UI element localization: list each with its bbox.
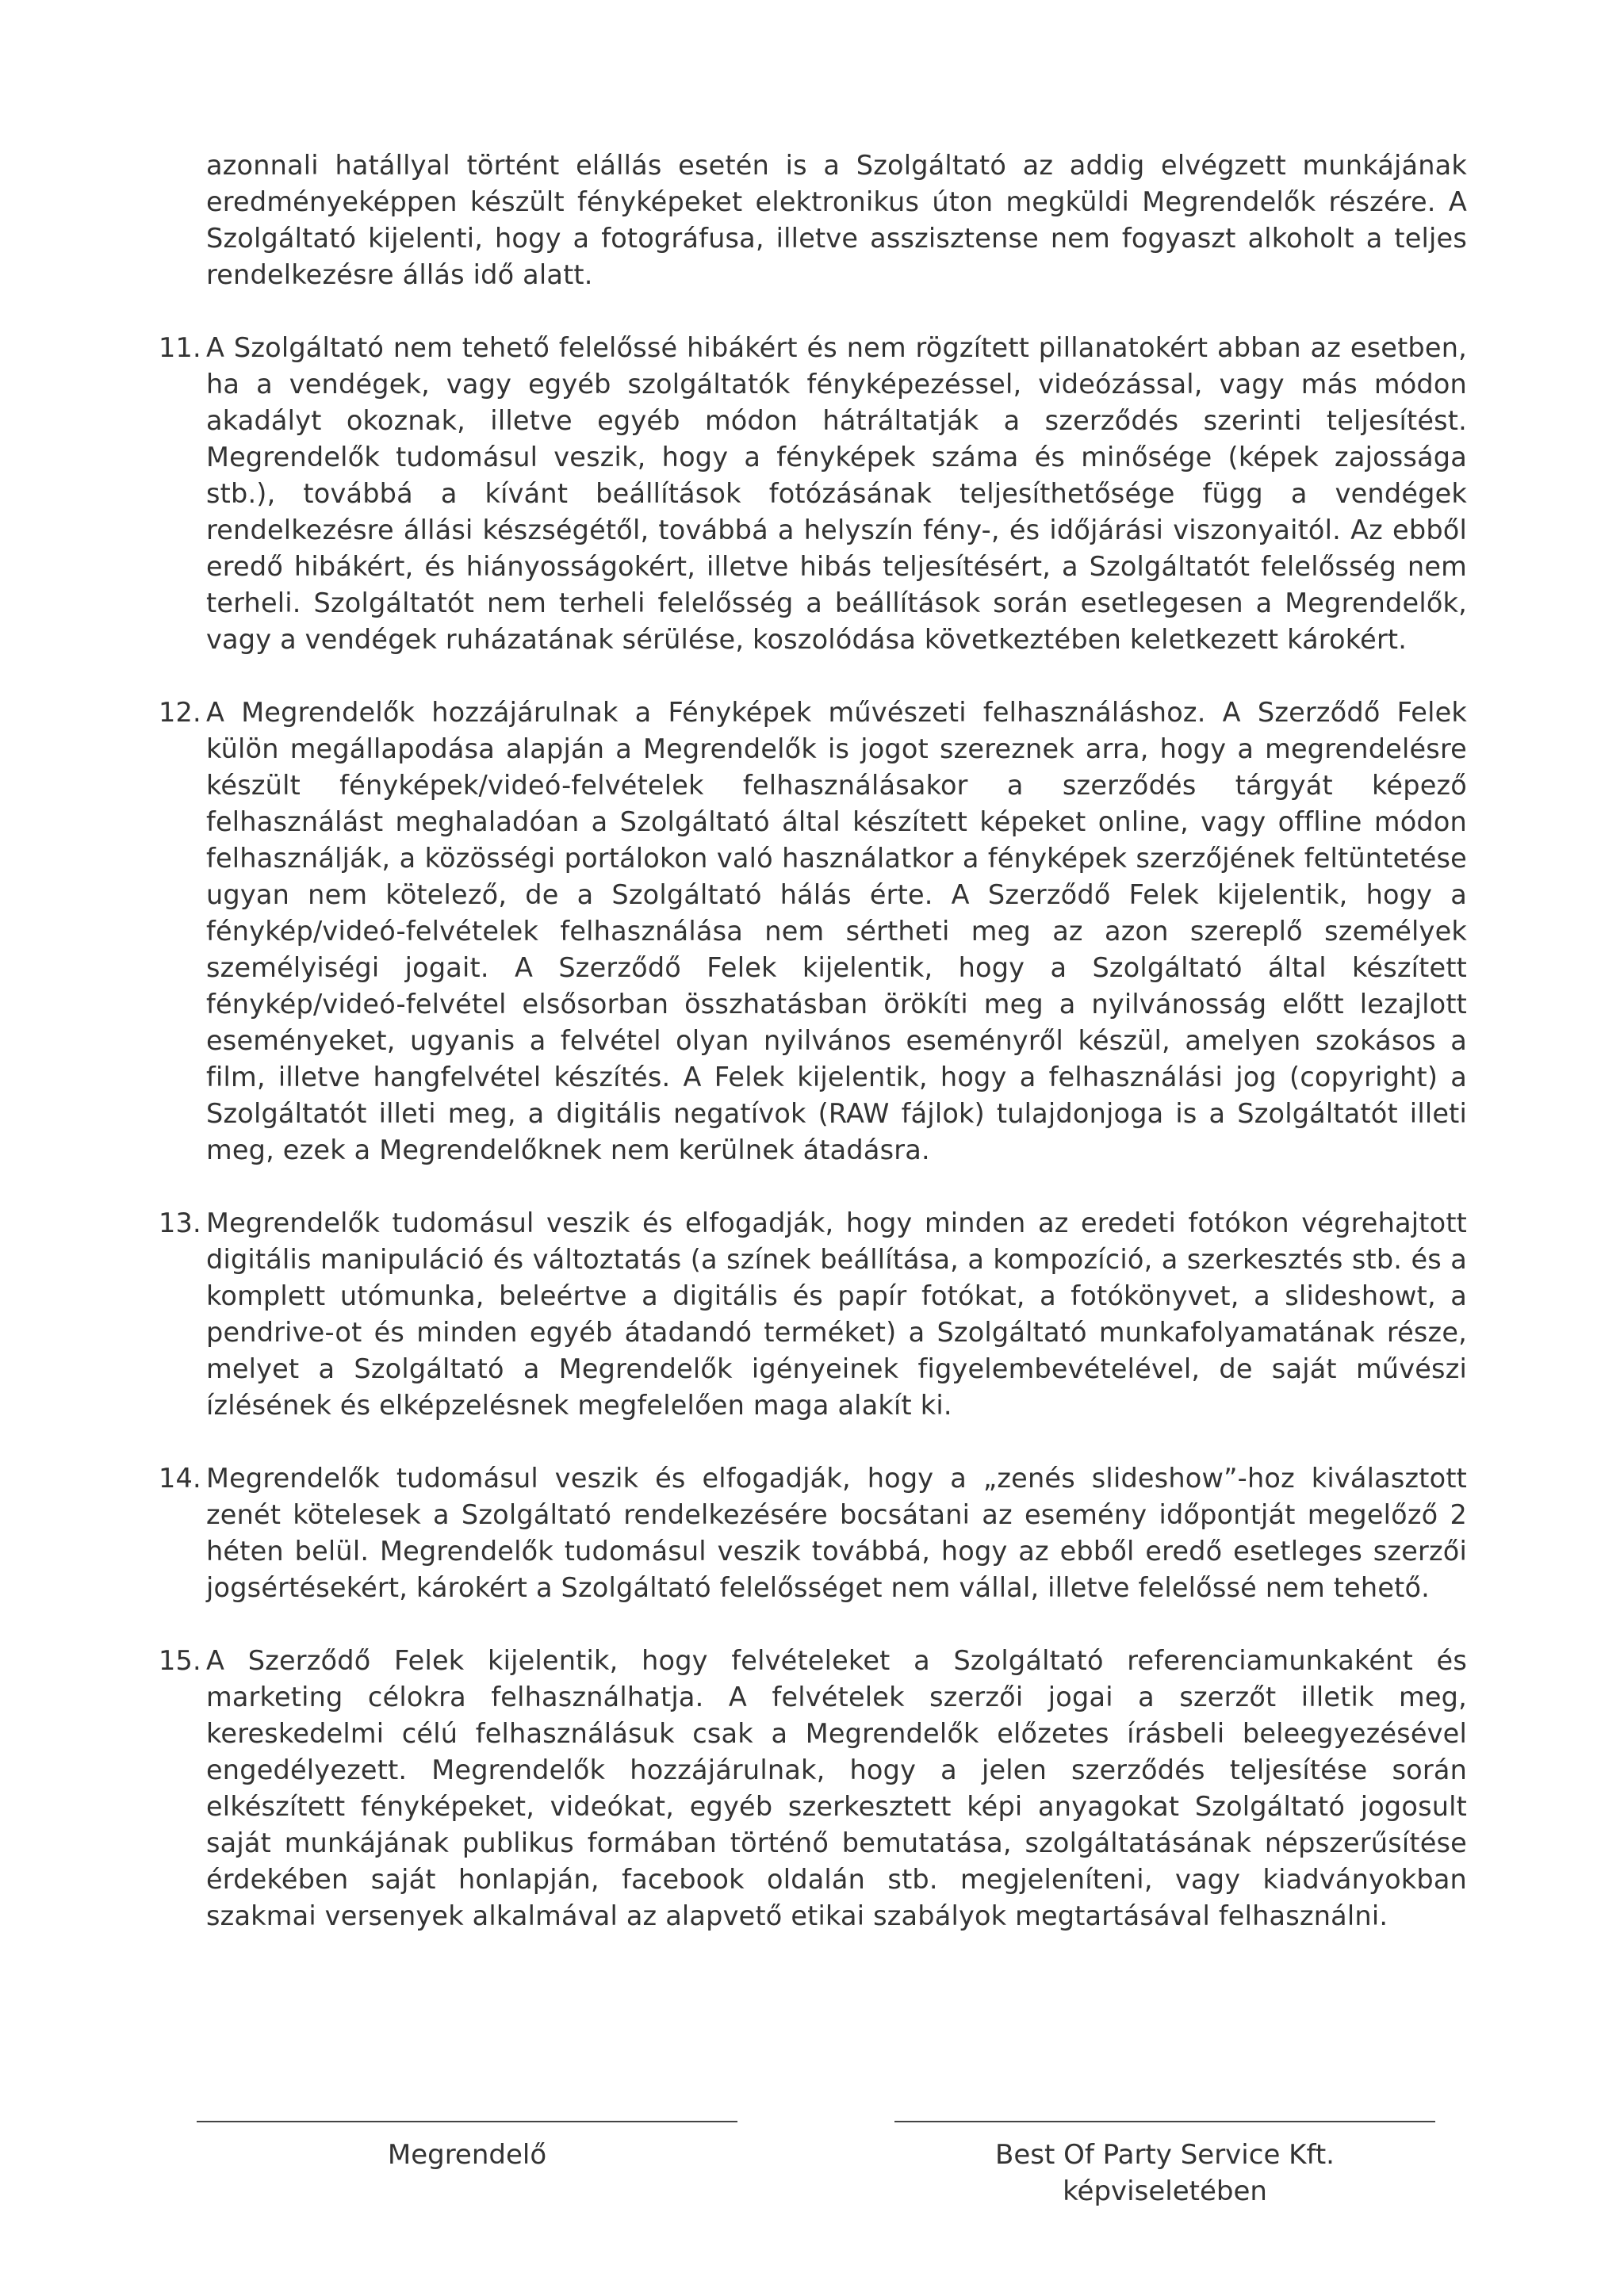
signature-line (894, 2121, 1435, 2122)
paragraph-number: 14. (159, 1463, 201, 1494)
paragraph-14 (159, 1460, 1467, 1606)
paragraph-text: azonnali hatállyal történt elállás esetén is a Szolgáltató az addig elvégzett munkájának eredményeképpen készült fényképeket elektronikus úton megküldi Megrendelők részére. A Szolgáltató kijelenti, hogy a fotográfusa, illetve asszisztense nem fogyaszt alkoholt a teljes rendelkezésre állás idő alatt. (206, 150, 1467, 290)
signature-line (197, 2121, 737, 2122)
paragraph-11 (159, 330, 1467, 658)
paragraph-12 (159, 695, 1467, 1169)
signature-block-provider (894, 2121, 1435, 2210)
contract-body (159, 147, 1467, 1971)
signature-label: Megrendelő (387, 2139, 547, 2171)
signature-area (0, 2121, 1624, 2279)
paragraph-number: 15. (159, 1645, 201, 1676)
paragraph-text: A Megrendelők hozzájárulnak a Fényképek művészeti felhasználáshoz. A Szerződő Felek külön megállapodása alapján a Megrendelők is jogot szereznek arra, hogy a megrendelésre készült fényképek/videó-felvételek felhasználásakor a szerződés tárgyát képező felhasználást meghaladóan a Szolgáltató által készített képeket online, vagy offline módon felhasználják, a közösségi portálokon való használatkor a fényképek szerzőjének feltüntetése ugyan nem kötelező, de a Szolgáltató hálás érte. A Szerződő Felek kijelentik, hogy a fénykép/videó-felvételek felhasználása nem sértheti meg az azon szereplő személyek személyiségi jogait. A Szerződő Felek kijelentik, hogy a Szolgáltató által készített fénykép/videó-felvétel elsősorban összhatásban örökíti meg a nyilvánosság előtt lezajlott eseményeket, ugyanis a felvétel olyan nyilvános eseményről készül, amelyen szokásos a film, illetve hangfelvétel készítés. A Felek kijelentik, hogy a felhasználási jog (copyright) a Szolgáltatót illeti meg, a digitális negatívok (RAW fájlok) tulajdonjoga is a Szolgáltatót illeti meg, ezek a Megrendelőknek nem kerülnek átadásra. (206, 697, 1467, 1165)
paragraph-continuation (159, 147, 1467, 293)
paragraph-text: Megrendelők tudomásul veszik és elfogadják, hogy a „zenés slideshow”-hoz kiválasztott zenét kötelesek a Szolgáltató rendelkezésére bocsátani az esemény időpontját megelőző 2 héten belül. Megrendelők tudomásul veszik továbbá, hogy az ebből eredő esetleges szerzői jogsértésekért, károkért a Szolgáltató felelősséget nem vállal, illetve felelőssé nem tehető. (206, 1463, 1467, 1603)
paragraph-number: 12. (159, 697, 201, 728)
paragraph-13 (159, 1205, 1467, 1424)
paragraph-number: 11. (159, 332, 201, 363)
paragraph-15 (159, 1643, 1467, 1934)
paragraph-text: Megrendelők tudomásul veszik és elfogadják, hogy minden az eredeti fotókon végrehajtott digitális manipuláció és változtatás (a színek beállítása, a kompozíció, a szerkesztés stb. és a komplett utómunka, beleértve a digitális és papír fotókat, a fotókönyvet, a slideshowt, a pendrive-ot és minden egyéb átadandó terméket) a Szolgáltató munkafolyamatának része, melyet a Szolgáltató a Megrendelők igényeinek figyelembevételével, de saját művészi ízlésének és elképzelésnek megfelelően maga alakít ki. (206, 1207, 1467, 1421)
signature-label: Best Of Party Service Kft. (995, 2139, 1335, 2171)
signature-block-client (197, 2121, 737, 2173)
signature-sublabel: képviseletében (1063, 2175, 1267, 2207)
paragraph-text: A Szolgáltató nem tehető felelőssé hibákért és nem rögzített pillanatokért abban az esetben, ha a vendégek, vagy egyéb szolgáltatók fényképezéssel, videózással, vagy más módon akadályt okoznak, illetve egyéb módon hátráltatják a szerződés szerinti teljesítést. Megrendelők tudomásul veszik, hogy a fényképek száma és minősége (képek zajossága stb.), továbbá a kívánt beállítások fotózásának teljesíthetősége függ a vendégek rendelkezésre állási készségétől, továbbá a helyszín fény-, és időjárási viszonyaitól. Az ebből eredő hibákért, és hiányosságokért, illetve hibás teljesítésért, a Szolgáltatót felelősség nem terheli. Szolgáltatót nem terheli felelősség a beállítások során esetlegesen a Megrendelők, vagy a vendégek ruházatának sérülése, koszolódása következtében keletkezett károkért. (206, 332, 1467, 655)
paragraph-text: A Szerződő Felek kijelentik, hogy felvételeket a Szolgáltató referenciamunkaként és marketing célokra felhasználhatja. A felvételek szerzői jogai a szerzőt illetik meg, kereskedelmi célú felhasználásuk csak a Megrendelők előzetes írásbeli beleegyezésével engedélyezett. Megrendelők hozzájárulnak, hogy a jelen szerződés teljesítése során elkészített fényképeket, videókat, egyéb szerkesztett képi anyagokat Szolgáltató jogosult saját munkájának publikus formában történő bemutatása, szolgáltatásának népszerűsítése érdekében saját honlapján, facebook oldalán stb. megjeleníteni, vagy kiadványokban szakmai versenyek alkalmával az alapvető etikai szabályok megtartásával felhasználni. (206, 1645, 1467, 1931)
paragraph-number: 13. (159, 1207, 201, 1238)
